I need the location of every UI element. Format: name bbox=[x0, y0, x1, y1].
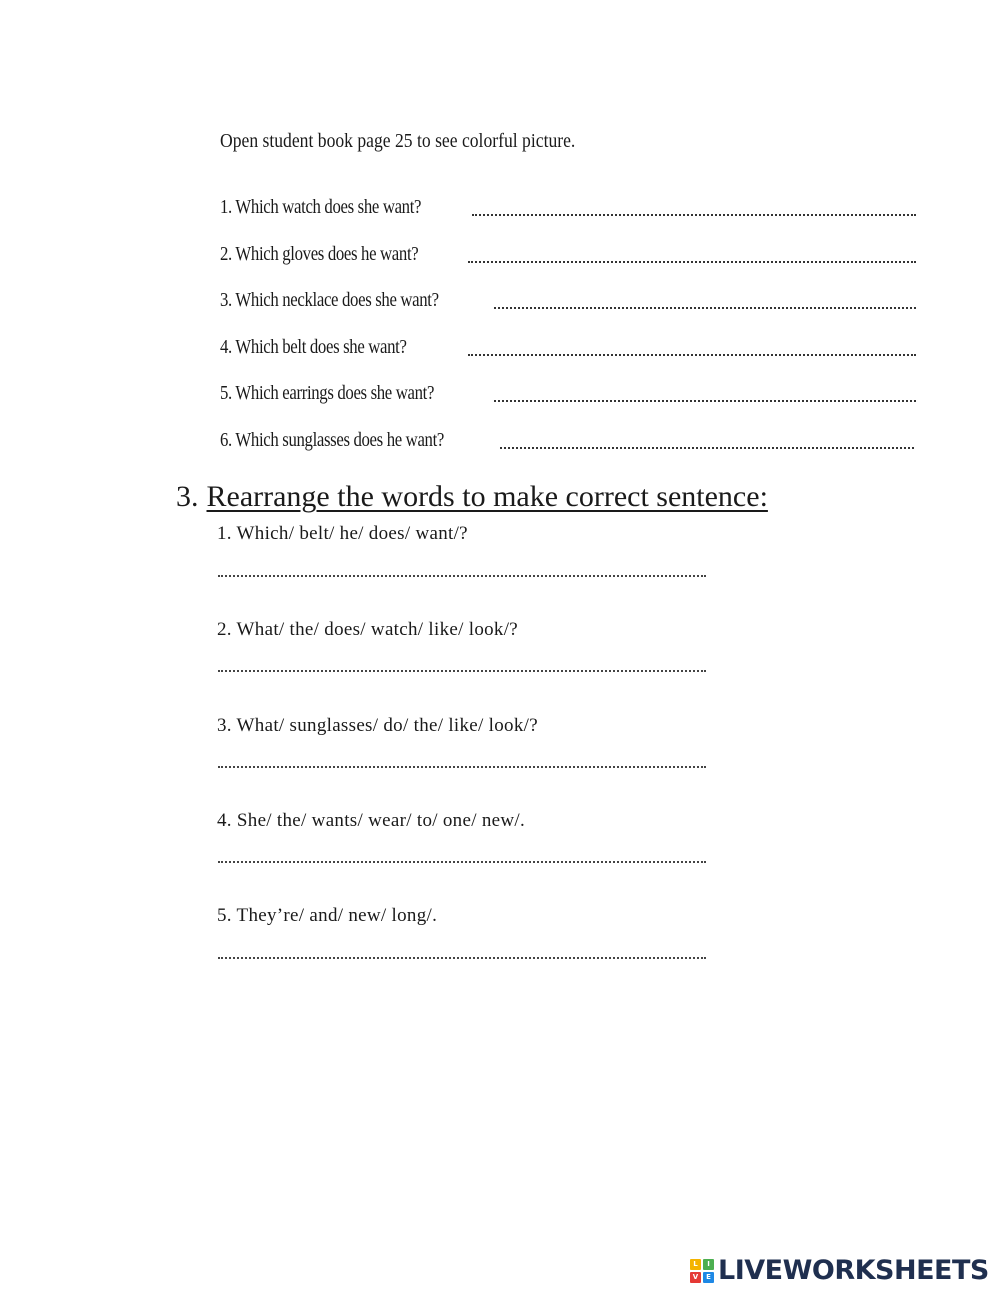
answer-line-4[interactable] bbox=[468, 352, 916, 356]
logo-tile-i: I bbox=[703, 1259, 714, 1270]
question-2-text: 2. Which gloves does he want? bbox=[220, 244, 419, 265]
logo-wordmark: LIVEWORKSHEETS bbox=[718, 1255, 989, 1286]
answer-line-1[interactable] bbox=[472, 212, 916, 216]
answer-line-5[interactable] bbox=[494, 398, 916, 402]
rearrange-item-4: 4. She/ the/ wants/ wear/ to/ one/ new/. bbox=[217, 810, 526, 831]
rearrange-answer-line-4[interactable] bbox=[218, 859, 706, 863]
section-3-number: 3. bbox=[176, 480, 199, 513]
question-2 bbox=[220, 244, 451, 266]
question-1 bbox=[220, 197, 454, 219]
section-3-heading bbox=[176, 480, 768, 514]
liveworksheets-logo bbox=[690, 1255, 989, 1286]
question-5 bbox=[220, 383, 469, 405]
question-3-text: 3. Which necklace does she want? bbox=[220, 290, 439, 311]
question-1-text: 1. Which watch does she want? bbox=[220, 197, 422, 218]
question-6-text: 6. Which sunglasses does he want? bbox=[220, 430, 445, 451]
rearrange-answer-line-3[interactable] bbox=[218, 764, 706, 768]
logo-tile-v: V bbox=[690, 1272, 701, 1283]
rearrange-item-1: 1. Which/ belt/ he/ does/ want/? bbox=[217, 523, 468, 544]
rearrange-answer-line-5[interactable] bbox=[218, 955, 706, 959]
section-3-title: Rearrange the words to make correct sentence: bbox=[206, 480, 768, 513]
rearrange-answer-line-2[interactable] bbox=[218, 668, 706, 672]
answer-line-6[interactable] bbox=[500, 445, 914, 449]
rearrange-item-3: 3. What/ sunglasses/ do/ the/ like/ look/? bbox=[217, 715, 538, 736]
rearrange-item-5: 5. They’re/ and/ new/ long/. bbox=[217, 905, 438, 926]
section-2-instruction: Open student book page 25 to see colorful picture. bbox=[220, 130, 576, 152]
rearrange-answer-line-1[interactable] bbox=[218, 573, 706, 577]
question-5-text: 5. Which earrings does she want? bbox=[220, 383, 435, 404]
answer-line-3[interactable] bbox=[494, 305, 916, 309]
question-4-text: 4. Which belt does she want? bbox=[220, 337, 407, 358]
logo-tile-l: L bbox=[690, 1259, 701, 1270]
answer-line-2[interactable] bbox=[468, 259, 916, 263]
question-4 bbox=[220, 337, 437, 359]
logo-tile-e: E bbox=[703, 1272, 714, 1283]
question-3 bbox=[220, 290, 474, 312]
rearrange-item-2: 2. What/ the/ does/ watch/ like/ look/? bbox=[217, 619, 519, 640]
logo-mark-icon bbox=[690, 1259, 714, 1283]
question-6 bbox=[220, 430, 480, 452]
